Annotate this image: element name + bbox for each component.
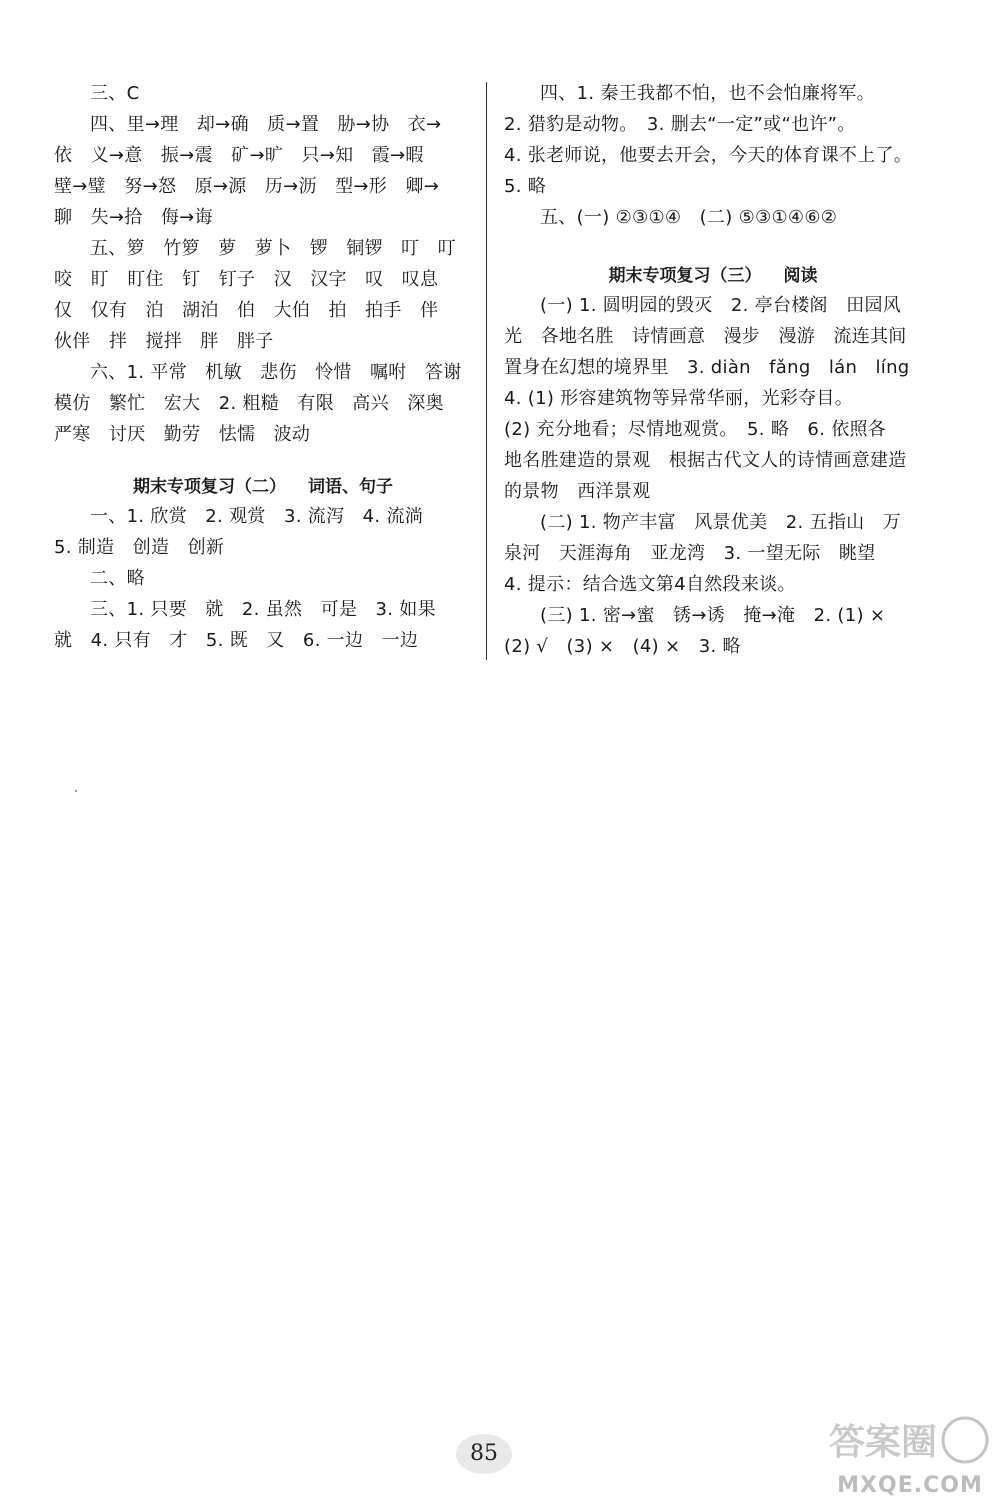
answer-line: 三、C — [90, 83, 140, 104]
answer-line: 置身在幻想的境界里 3. diàn fǎng lán líng — [504, 357, 910, 378]
answer-line: 依 义→意 振→震 矿→旷 只→知 霞→暇 — [54, 145, 424, 166]
left-column — [54, 78, 472, 656]
answer-line: (2) 充分地看；尽情地观赏。 5. 略 6. 依照各 — [504, 419, 887, 440]
answer-line: 壁→璧 努→怒 原→源 历→沥 型→形 卿→ — [54, 176, 440, 197]
section-heading — [504, 261, 922, 286]
answer-line: 六、1. 平常 机敏 悲伤 怜惜 嘱咐 答谢 — [90, 362, 462, 383]
answer-line: 就 4. 只有 才 5. 既 又 6. 一边 一边 — [54, 630, 419, 651]
answer-line: 五、(一) ②③①④ (二) ⑤③①④⑥② — [540, 207, 838, 228]
answer-line: (三) 1. 密→蜜 锈→诱 掩→淹 2. (1) × — [540, 605, 886, 626]
answer-line: 4. (1) 形容建筑物等异常华丽，光彩夺目。 — [504, 388, 854, 409]
answer-line: 四、里→理 却→确 质→置 胁→协 衣→ — [90, 114, 442, 135]
answer-line: 咬 盯 盯住 钉 钉子 汉 汉字 叹 叹息 — [54, 269, 439, 290]
answer-line: 五、箩 竹箩 萝 萝卜 锣 铜锣 叮 叮 — [90, 238, 456, 259]
answer-line: 4. 张老师说，他要去开会，今天的体育课不上了。 — [504, 145, 913, 166]
answer-line: 仅 仅有 泊 湖泊 伯 大伯 拍 拍手 伴 — [54, 300, 439, 321]
section-subtitle: 词语、句子 — [308, 477, 393, 497]
watermark — [825, 1412, 995, 1500]
answer-line: 2. 猎豹是动物。 3. 删去“一定”或“也许”。 — [504, 114, 856, 135]
answer-line: 严寒 讨厌 勤劳 怯懦 波动 — [54, 424, 311, 445]
answer-line: 一、1. 欣赏 2. 观赏 3. 流泻 4. 流淌 — [90, 506, 424, 527]
answer-line: 5. 略 — [504, 176, 547, 197]
answer-line: (二) 1. 物产丰富 风景优美 2. 五指山 万 — [540, 512, 902, 533]
answer-line: (一) 1. 圆明园的毁灭 2. 亭台楼阁 田园风 — [540, 295, 902, 316]
answer-line: 四、1. 秦王我都不怕，也不会怕廉将军。 — [540, 83, 875, 104]
answer-line: 伙伴 拌 搅拌 胖 胖子 — [54, 331, 274, 352]
section-title: 期末专项复习（二） — [133, 477, 286, 497]
answer-line: 地名胜建造的景观 根据古代文人的诗情画意建造 — [504, 450, 907, 471]
answer-line: (2) √ (3) × (4) × 3. 略 — [504, 636, 741, 657]
answer-line: 光 各地名胜 诗情画意 漫步 漫游 流连其间 — [504, 326, 907, 347]
answer-line: 模仿 繁忙 宏大 2. 粗糙 有限 高兴 深奥 — [54, 393, 444, 414]
column-divider — [486, 82, 487, 660]
section-title: 期末专项复习（三） — [608, 266, 762, 286]
page-number: 85 — [456, 1434, 512, 1474]
answer-line: 三、1. 只要 就 2. 虽然 可是 3. 如果 — [90, 599, 436, 620]
stray-mark — [75, 790, 77, 792]
answer-line: 4. 提示：结合选文第4自然段来谈。 — [504, 574, 796, 595]
watermark-url: MXQE.COM — [837, 1473, 983, 1498]
right-column — [504, 78, 922, 662]
answer-line: 的景物 西洋景观 — [504, 481, 651, 502]
answer-line: 二、略 — [90, 568, 145, 589]
section-heading — [54, 472, 472, 497]
answer-line: 聊 失→拾 侮→诲 — [54, 207, 213, 228]
watermark-logo-text: 答案圈 — [829, 1422, 938, 1463]
answer-line: 泉河 天涯海角 亚龙湾 3. 一望无际 眺望 — [504, 543, 876, 564]
section-subtitle: 阅读 — [783, 266, 818, 286]
watermark-logo-icon — [825, 1412, 995, 1472]
answer-line: 5. 制造 创造 创新 — [54, 537, 225, 558]
